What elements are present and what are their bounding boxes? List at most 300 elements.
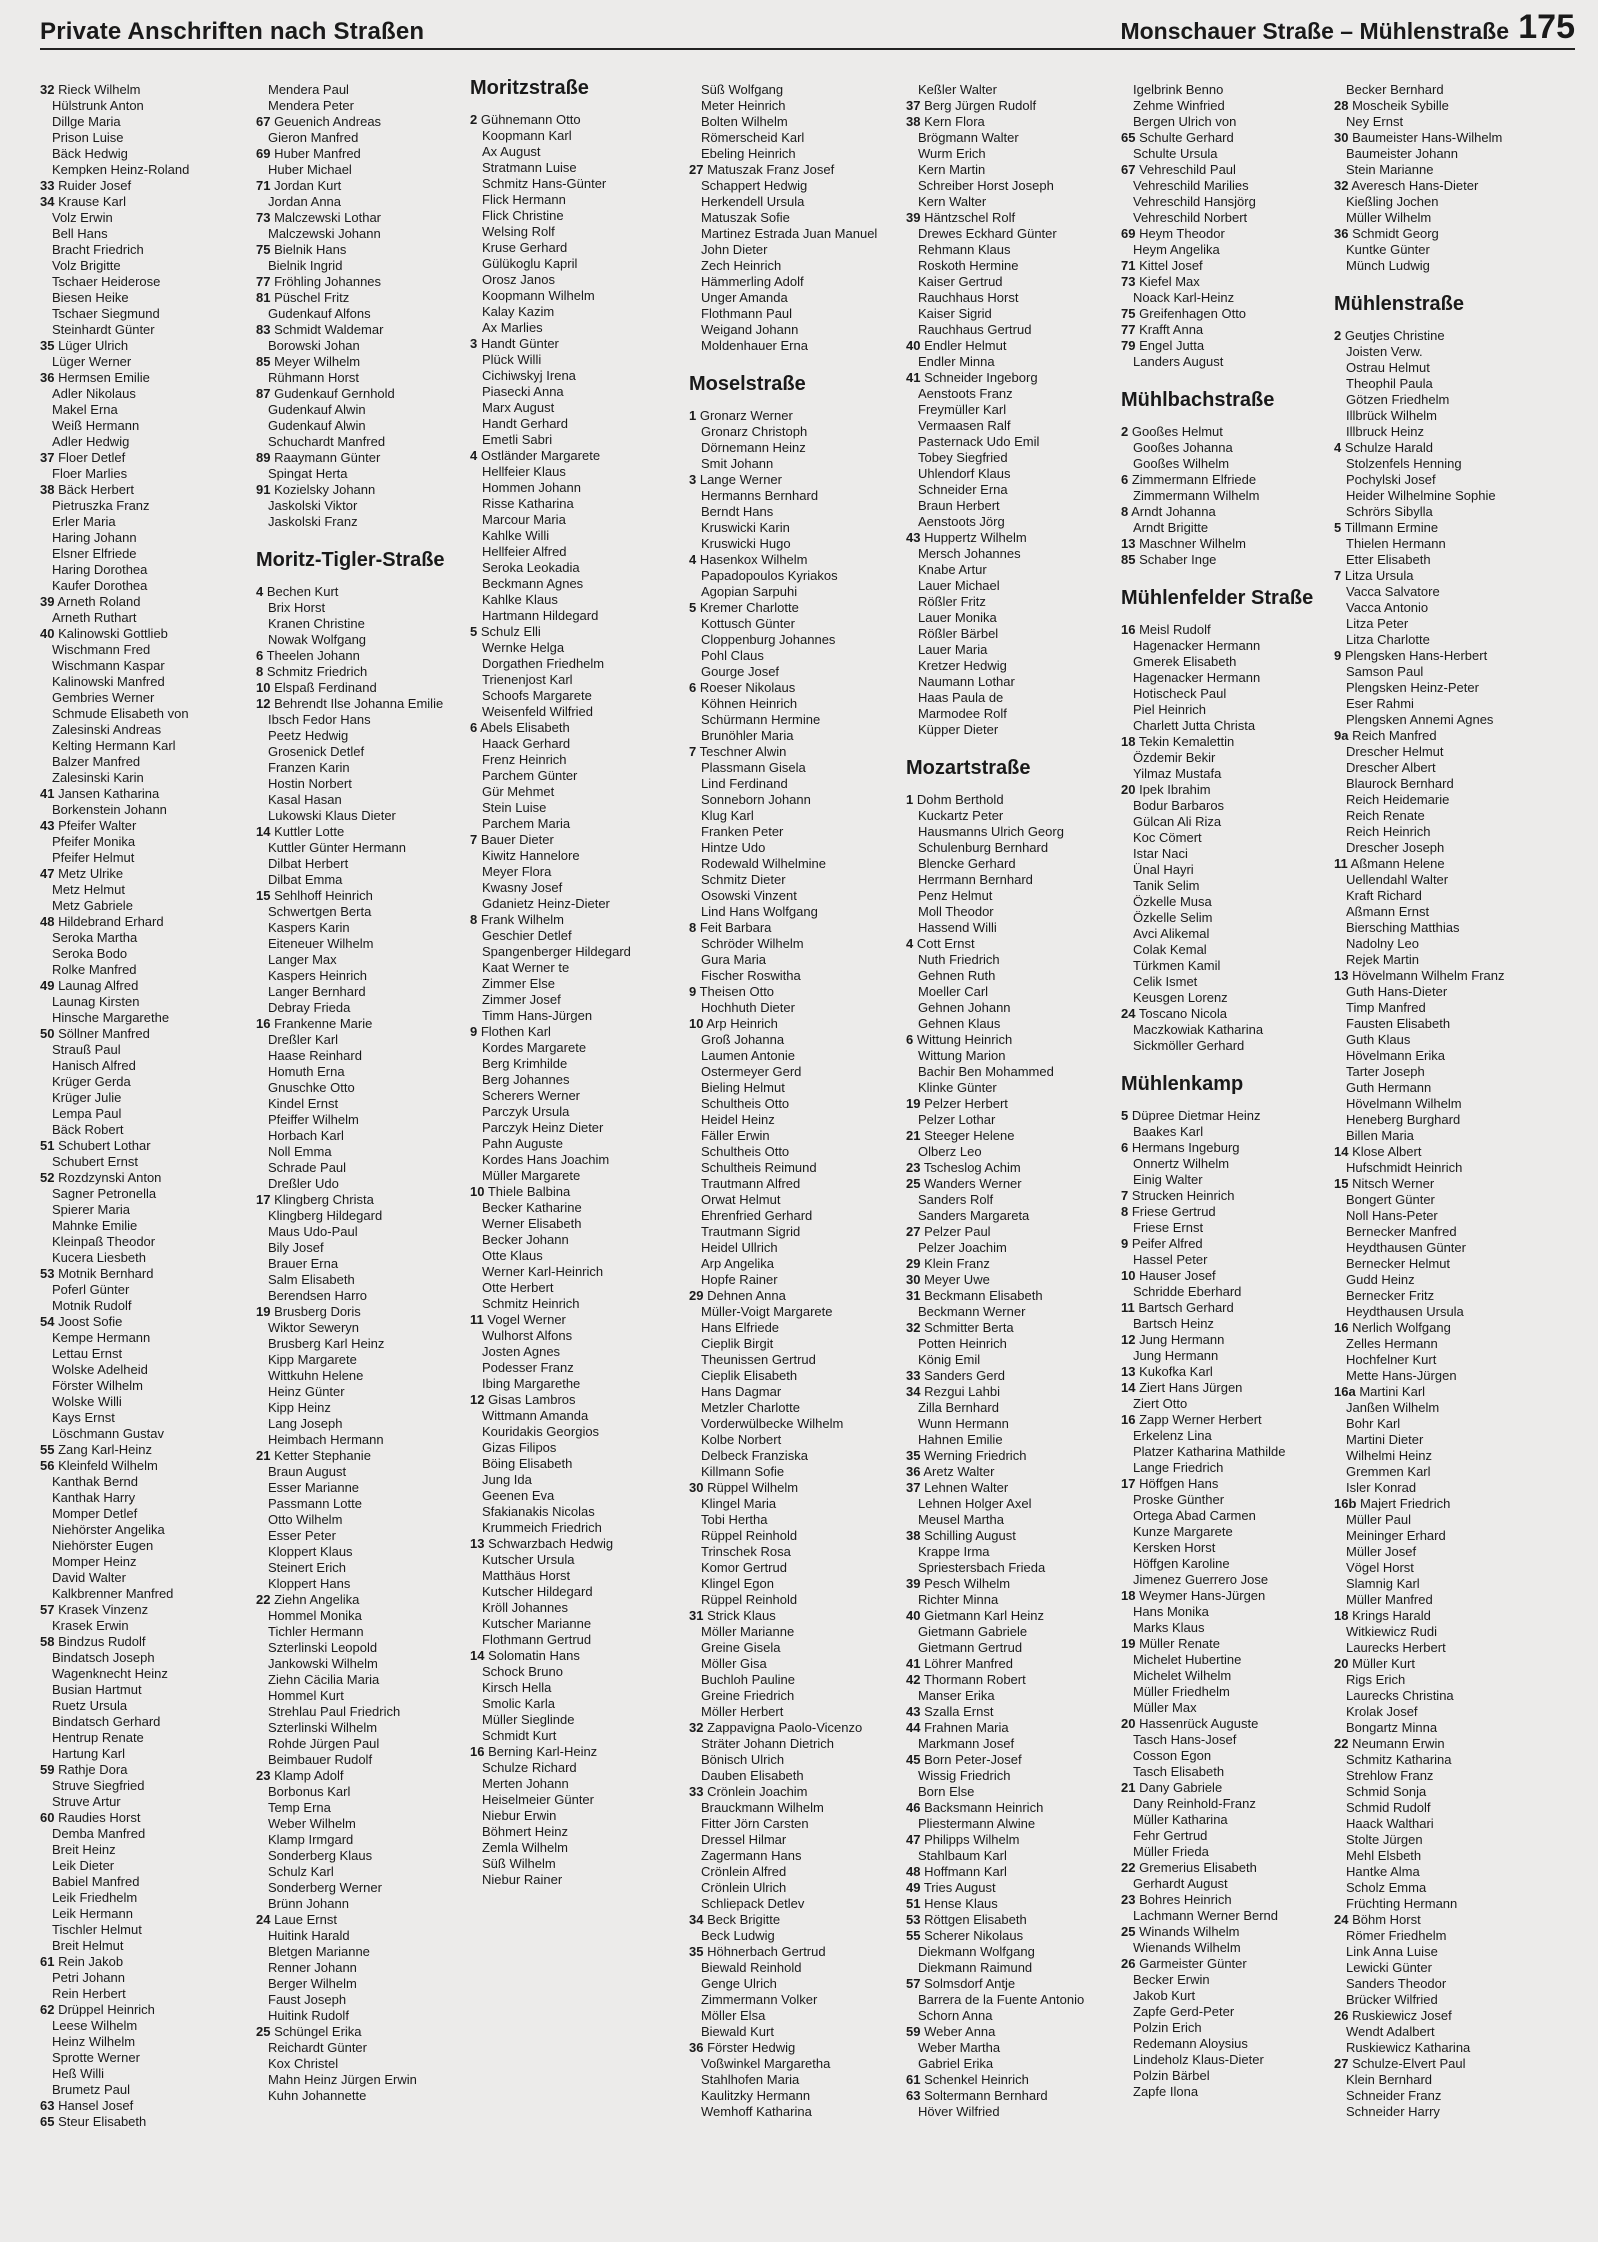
resident-entry: Schmude Elisabeth von [52, 706, 189, 721]
resident-entry: Isler Konrad [1346, 1480, 1417, 1495]
resident-entry: Cloppenburg Johannes [701, 632, 836, 647]
house-number: 4 [689, 552, 697, 567]
resident-entry: Tasch Elisabeth [1133, 1764, 1225, 1779]
resident-entry: 53 Röttgen Elisabeth [906, 1912, 1027, 1927]
resident-entry: Kolbe Norbert [701, 1432, 782, 1447]
house-number: 5 [470, 624, 478, 639]
resident-entry: Schmitz Heinrich [482, 1296, 580, 1311]
resident-entry: Strehlau Paul Friedrich [268, 1704, 401, 1719]
resident-entry: Kunze Margarete [1133, 1524, 1233, 1539]
resident-entry: 31 Strick Klaus [689, 1608, 776, 1623]
house-number: 20 [1334, 1656, 1349, 1671]
resident-entry: 2 Gühnemann Otto [470, 112, 581, 127]
resident-entry: Schmitz Hans-Günter [482, 176, 607, 191]
resident-entry: 30 Meyer Uwe [906, 1272, 990, 1287]
resident-entry: Koopmann Karl [482, 128, 572, 143]
resident-entry: Drescher Helmut [1346, 744, 1444, 759]
resident-entry: Heinz Wilhelm [52, 2034, 136, 2049]
resident-entry: 59 Weber Anna [906, 2024, 996, 2039]
resident-entry: Vermaasen Ralf [918, 418, 1011, 433]
resident-entry: Floer Marlies [52, 466, 128, 481]
resident-entry: Hopfe Rainer [701, 1272, 778, 1287]
resident-entry: Tschaer Heiderose [52, 274, 161, 289]
house-number: 37 [906, 98, 921, 113]
resident-entry: Billen Maria [1346, 1128, 1414, 1143]
resident-entry: Lang Joseph [268, 1416, 343, 1431]
resident-entry: Hochfelner Kurt [1346, 1352, 1437, 1367]
resident-entry: Kuttler Günter Hermann [268, 840, 407, 855]
house-number: 25 [1121, 1924, 1136, 1939]
resident-entry: Cosson Egon [1133, 1748, 1212, 1763]
resident-entry: Dressel Hilmar [701, 1832, 787, 1847]
resident-entry: 27 Pelzer Paul [906, 1224, 991, 1239]
house-number: 40 [906, 1608, 921, 1623]
house-number: 7 [689, 744, 697, 759]
resident-entry: Vehreschild Hansjörg [1133, 194, 1256, 209]
resident-entry: 28 Moscheik Sybille [1334, 98, 1449, 113]
resident-entry: 9 Theisen Otto [689, 984, 775, 999]
street-heading: Mühlbachstraße [1121, 389, 1275, 411]
resident-entry: 71 Kittel Josef [1121, 258, 1203, 273]
resident-entry: 15 Sehlhoff Heinrich [256, 888, 373, 903]
resident-entry: Borbonus Karl [268, 1784, 351, 1799]
resident-entry: Landers August [1133, 354, 1224, 369]
resident-entry: Kaiser Sigrid [918, 306, 992, 321]
resident-entry: Brögmann Walter [918, 130, 1019, 145]
house-number: 23 [1121, 1892, 1136, 1907]
resident-entry: David Walter [52, 1570, 126, 1585]
resident-entry: Struve Artur [52, 1794, 121, 1809]
resident-entry: Welsing Rolf [482, 224, 555, 239]
resident-entry: 4 Bechen Kurt [256, 584, 339, 599]
house-number: 17 [256, 1192, 271, 1207]
resident-entry: Schulz Karl [268, 1864, 334, 1879]
resident-entry: 24 Böhm Horst [1334, 1912, 1421, 1927]
house-number: 44 [906, 1720, 921, 1735]
resident-entry: Martinez Estrada Juan Manuel [701, 226, 878, 241]
resident-entry: 27 Schulze-Elvert Paul [1334, 2056, 1466, 2071]
resident-entry: Schröder Wilhelm [701, 936, 804, 951]
resident-entry: Tobey Siegfried [918, 450, 1008, 465]
resident-entry: Gdanietz Heinz-Dieter [482, 896, 610, 911]
resident-entry: Leik Dieter [52, 1858, 115, 1873]
resident-entry: Franzen Karin [268, 760, 350, 775]
resident-entry: Merten Johann [482, 1776, 569, 1791]
house-number: 34 [689, 1912, 704, 1927]
resident-entry: Rößler Bärbel [918, 626, 999, 641]
resident-entry: Knabe Artur [918, 562, 987, 577]
resident-entry: Celik Ismet [1133, 974, 1198, 989]
resident-entry: Kutscher Ursula [482, 1552, 575, 1567]
resident-entry: Faust Joseph [268, 1992, 347, 2007]
resident-entry: Parchem Günter [482, 768, 578, 783]
resident-entry: Böhmert Heinz [482, 1824, 568, 1839]
resident-entry: Dany Reinhold-Franz [1133, 1796, 1256, 1811]
house-number: 19 [1121, 1636, 1136, 1651]
resident-entry: 21 Dany Gabriele [1121, 1780, 1223, 1795]
resident-entry: 34 Beck Brigitte [689, 1912, 781, 1927]
resident-entry: Süß Wilhelm [482, 1856, 556, 1871]
resident-entry: 43 Szalla Ernst [906, 1704, 994, 1719]
resident-entry: Ebeling Heinrich [701, 146, 796, 161]
resident-entry: Tanik Selim [1133, 878, 1200, 893]
resident-entry: 87 Gudenkauf Gernhold [256, 386, 395, 401]
resident-entry: Wolske Adelheid [52, 1362, 148, 1377]
resident-entry: Igelbrink Benno [1133, 82, 1224, 97]
resident-entry: Hahnen Emilie [918, 1432, 1003, 1447]
resident-entry: Sickmöller Gerhard [1133, 1038, 1245, 1053]
resident-entry: Flick Christine [482, 208, 564, 223]
resident-entry: Gembries Werner [52, 690, 155, 705]
resident-entry: Hommen Johann [482, 480, 581, 495]
resident-entry: Hassel Peter [1133, 1252, 1208, 1267]
resident-entry: 24 Laue Ernst [256, 1912, 337, 1927]
resident-entry: Klingel Egon [701, 1576, 774, 1591]
resident-entry: Herrmann Bernhard [918, 872, 1033, 887]
resident-entry: Hövelmann Erika [1346, 1048, 1445, 1063]
resident-entry: Mette Hans-Jürgen [1346, 1368, 1457, 1383]
resident-entry: 85 Meyer Wilhelm [256, 354, 361, 369]
resident-entry: Sträter Johann Dietrich [701, 1736, 834, 1751]
resident-entry: Weber Martha [918, 2040, 1001, 2055]
resident-entry: 2 Gooßes Helmut [1121, 424, 1223, 439]
resident-entry: 36 Aretz Walter [906, 1464, 995, 1479]
resident-entry: Arp Angelika [701, 1256, 774, 1271]
resident-entry: 23 Bohres Heinrich [1121, 1892, 1232, 1907]
resident-entry: Strauß Paul [52, 1042, 121, 1057]
resident-entry: Renner Johann [268, 1960, 357, 1975]
resident-entry: Dauben Elisabeth [701, 1768, 804, 1783]
resident-entry: Klamp Irmgard [268, 1832, 354, 1847]
resident-entry: Hassend Willi [918, 920, 997, 935]
resident-entry: Wemhoff Katharina [701, 2104, 812, 2119]
resident-entry: 35 Lüger Ulrich [40, 338, 129, 353]
resident-entry: Zemla Wilhelm [482, 1840, 568, 1855]
resident-entry: Momper Heinz [52, 1554, 137, 1569]
resident-entry: Berg Johannes [482, 1072, 570, 1087]
resident-entry: Michelet Hubertine [1133, 1652, 1242, 1667]
resident-entry: 16 Meisl Rudolf [1121, 622, 1211, 637]
resident-entry: Otto Wilhelm [268, 1512, 343, 1527]
resident-entry: Szterlinski Leopold [268, 1640, 378, 1655]
resident-entry: Franken Peter [701, 824, 784, 839]
resident-entry: 57 Krasek Vinzenz [40, 1602, 149, 1617]
resident-entry: 29 Dehnen Anna [689, 1288, 786, 1303]
resident-entry: Plengsken Annemi Agnes [1346, 712, 1494, 727]
resident-entry: Agopian Sarpuhi [701, 584, 798, 599]
resident-entry: Brusberg Karl Heinz [268, 1336, 385, 1351]
resident-entry: Früchting Hermann [1346, 1896, 1458, 1911]
resident-entry: Zalesinski Andreas [52, 722, 162, 737]
resident-entry: 46 Backsmann Heinrich [906, 1800, 1044, 1815]
resident-entry: Koc Cömert [1133, 830, 1202, 845]
resident-entry: Ibing Margarethe [482, 1376, 581, 1391]
resident-entry: 5 Düpree Dietmar Heinz [1121, 1108, 1261, 1123]
resident-entry: Müller Max [1133, 1700, 1197, 1715]
resident-entry: Haas Paula de [918, 690, 1004, 705]
resident-entry: Schoofs Margarete [482, 688, 592, 703]
resident-entry: Tischler Helmut [52, 1922, 142, 1937]
house-number: 41 [40, 786, 55, 801]
resident-entry: Herkendell Ursula [701, 194, 805, 209]
resident-entry: Koopmann Wilhelm [482, 288, 595, 303]
resident-entry: Zech Heinrich [701, 258, 782, 273]
resident-entry: 22 Gremerius Elisabeth [1121, 1860, 1257, 1875]
resident-entry: Bönisch Ulrich [701, 1752, 785, 1767]
house-number: 12 [256, 696, 271, 711]
house-number: 3 [689, 472, 697, 487]
resident-entry: 38 Bäck Herbert [40, 482, 134, 497]
resident-entry: Bernecker Manfred [1346, 1224, 1457, 1239]
resident-entry: Borkenstein Johann [52, 802, 167, 817]
resident-entry: Schultheis Reimund [701, 1160, 817, 1175]
house-number: 37 [40, 450, 55, 465]
resident-entry: Schwertgen Berta [268, 904, 372, 919]
resident-entry: 77 Fröhling Johannes [256, 274, 382, 289]
resident-entry: Wittkuhn Helene [268, 1368, 364, 1383]
resident-entry: 53 Motnik Bernhard [40, 1266, 154, 1281]
resident-entry: Becker Johann [482, 1232, 569, 1247]
resident-entry: Gür Mehmet [482, 784, 555, 799]
resident-entry: Schorn Anna [918, 2008, 993, 2023]
resident-entry: 11 Bartsch Gerhard [1121, 1300, 1234, 1315]
house-number: 5 [689, 600, 697, 615]
resident-entry: Josten Agnes [482, 1344, 561, 1359]
resident-entry: Bergen Ulrich von [1133, 114, 1237, 129]
resident-entry: Heydthausen Günter [1346, 1240, 1466, 1255]
house-number: 53 [40, 1266, 55, 1281]
resident-entry: Slamnig Karl [1346, 1576, 1420, 1591]
house-number: 54 [40, 1314, 55, 1329]
resident-entry: Pohl Claus [701, 648, 764, 663]
resident-entry: 34 Krause Karl [40, 194, 127, 209]
house-number: 69 [1121, 226, 1136, 241]
house-number: 9 [470, 1024, 478, 1039]
resident-entry: Etter Elisabeth [1346, 552, 1431, 567]
house-number: 15 [1334, 1176, 1349, 1191]
resident-entry: Schliepack Detlev [701, 1896, 805, 1911]
resident-entry: Erkelenz Lina [1133, 1428, 1212, 1443]
resident-entry: Gudd Heinz [1346, 1272, 1415, 1287]
resident-entry: Özdemir Bekir [1133, 750, 1216, 765]
resident-entry: Kirsch Hella [482, 1680, 552, 1695]
resident-entry: Ostermeyer Gerd [701, 1064, 802, 1079]
resident-entry: Colak Kemal [1133, 942, 1207, 957]
resident-entry: 2 Geutjes Christine [1334, 328, 1445, 343]
house-number: 12 [1121, 1332, 1136, 1347]
house-number: 51 [906, 1896, 921, 1911]
resident-entry: Wolske Willi [52, 1394, 122, 1409]
column-2 [256, 82, 461, 2104]
resident-entry: Kasal Hasan [268, 792, 342, 807]
house-number: 77 [1121, 322, 1136, 337]
resident-entry: Guth Hans-Dieter [1346, 984, 1448, 999]
resident-entry: Lauer Michael [918, 578, 1000, 593]
resident-entry: Fausten Elisabeth [1346, 1016, 1451, 1031]
house-number: 27 [1334, 2056, 1349, 2071]
house-number: 36 [689, 2040, 704, 2055]
resident-entry: Brauer Erna [268, 1256, 339, 1271]
house-number: 16 [256, 1016, 271, 1031]
resident-entry: 7 Teschner Alwin [689, 744, 787, 759]
resident-entry: Mendera Peter [268, 98, 354, 113]
resident-entry: Redemann Aloysius [1133, 2036, 1248, 2051]
resident-entry: Müller-Voigt Margarete [701, 1304, 833, 1319]
resident-entry: Langer Bernhard [268, 984, 366, 999]
resident-entry: Kaulitzky Hermann [701, 2088, 811, 2103]
resident-entry: 16 Zapp Werner Herbert [1121, 1412, 1262, 1427]
resident-entry: Zagermann Hans [701, 1848, 802, 1863]
resident-entry: Diekmann Raimund [918, 1960, 1033, 1975]
resident-entry: Heydthausen Ursula [1346, 1304, 1464, 1319]
house-number: 35 [689, 1944, 704, 1959]
house-number: 85 [256, 354, 271, 369]
resident-entry: Stolzenfels Henning [1346, 456, 1462, 471]
resident-entry: Hans Dagmar [701, 1384, 782, 1399]
resident-entry: Wilhelmi Heinz [1346, 1448, 1432, 1463]
resident-entry: Müller Manfred [1346, 1592, 1433, 1607]
resident-entry: Parczyk Ursula [482, 1104, 570, 1119]
resident-entry: Rüppel Reinhold [701, 1592, 798, 1607]
resident-entry: Hufschmidt Heinrich [1346, 1160, 1463, 1175]
resident-entry: Schulte Ursula [1133, 146, 1218, 161]
house-number: 15 [256, 888, 271, 903]
resident-entry: 36 Schmidt Georg [1334, 226, 1439, 241]
resident-entry: Leese Wilhelm [52, 2018, 138, 2033]
house-number: 26 [1121, 1956, 1136, 1971]
resident-entry: 13 Hövelmann Wilhelm Franz [1334, 968, 1505, 983]
resident-entry: Krummeich Friedrich [482, 1520, 602, 1535]
resident-entry: Ibsch Fedor Hans [268, 712, 371, 727]
resident-entry: Kloppert Hans [268, 1576, 351, 1591]
resident-entry: Launag Kirsten [52, 994, 140, 1009]
house-number: 30 [906, 1272, 921, 1287]
resident-entry: Trautmann Sigrid [701, 1224, 801, 1239]
resident-entry: Pietruszka Franz [52, 498, 150, 513]
resident-entry: Kersken Horst [1133, 1540, 1216, 1555]
resident-entry: Borowski Johan [268, 338, 360, 353]
resident-entry: Beck Ludwig [701, 1928, 775, 1943]
house-number: 35 [40, 338, 55, 353]
resident-entry: Seroka Leokadia [482, 560, 580, 575]
resident-entry: Esser Peter [268, 1528, 336, 1543]
resident-entry: Hämmerling Adolf [701, 274, 804, 289]
resident-entry: 89 Raaymann Günter [256, 450, 381, 465]
resident-entry: Kutscher Hildegard [482, 1584, 593, 1599]
resident-entry: Orwat Helmut [701, 1192, 781, 1207]
resident-entry: 50 Söllner Manfred [40, 1026, 150, 1041]
resident-entry: Ruetz Ursula [52, 1698, 128, 1713]
house-number: 13 [1121, 1364, 1136, 1379]
resident-entry: Ziehn Cäcilia Maria [268, 1672, 380, 1687]
resident-entry: Trienenjost Karl [482, 672, 573, 687]
house-number: 55 [906, 1928, 921, 1943]
resident-entry: Gizas Filipos [482, 1440, 557, 1455]
resident-entry: Hantke Alma [1346, 1864, 1420, 1879]
resident-entry: Link Anna Luise [1346, 1944, 1438, 1959]
resident-entry: 5 Schulz Elli [470, 624, 541, 639]
resident-entry: 16 Nerlich Wolfgang [1334, 1320, 1451, 1335]
resident-entry: Wittung Marion [918, 1048, 1006, 1063]
resident-entry: Trinschek Rosa [701, 1544, 791, 1559]
house-number: 56 [40, 1458, 55, 1473]
house-number: 21 [256, 1448, 271, 1463]
resident-entry: Reich Heidemarie [1346, 792, 1450, 807]
resident-entry: Mehl Elsbeth [1346, 1848, 1422, 1863]
resident-entry: 20 Ipek Ibrahim [1121, 782, 1211, 797]
resident-entry: 8 Friese Gertrud [1121, 1204, 1216, 1219]
resident-entry: 48 Hildebrand Erhard [40, 914, 164, 929]
house-number: 33 [906, 1368, 921, 1383]
resident-entry: Mahnke Emilie [52, 1218, 138, 1233]
resident-entry: 38 Kern Flora [906, 114, 985, 129]
resident-entry: Pelzer Lothar [918, 1112, 996, 1127]
resident-entry: 55 Scherer Nikolaus [906, 1928, 1024, 1943]
house-number: 4 [256, 584, 264, 599]
resident-entry: 75 Bielnik Hans [256, 242, 347, 257]
page-header [40, 6, 1575, 50]
house-number: 41 [906, 370, 921, 385]
resident-entry: Hotischeck Paul [1133, 686, 1227, 701]
resident-entry: 27 Matuszak Franz Josef [689, 162, 835, 177]
resident-entry: 16a Martini Karl [1334, 1384, 1426, 1399]
resident-entry: Brünn Johann [268, 1896, 349, 1911]
resident-entry: 69 Huber Manfred [256, 146, 361, 161]
resident-entry: Otte Klaus [482, 1248, 543, 1263]
house-number: 87 [256, 386, 271, 401]
resident-entry: 7 Strucken Heinrich [1121, 1188, 1235, 1203]
house-number: 24 [1121, 1006, 1136, 1021]
resident-entry: Müller Sieglinde [482, 1712, 575, 1727]
resident-entry: Schock Bruno [482, 1664, 563, 1679]
resident-entry: Brix Horst [268, 600, 326, 615]
house-number: 13 [1334, 968, 1349, 983]
resident-entry: Osowski Vinzent [701, 888, 797, 903]
resident-entry: Özkelle Musa [1133, 894, 1212, 909]
resident-entry: 5 Kremer Charlotte [689, 600, 799, 615]
resident-entry: Heinz Günter [268, 1384, 345, 1399]
resident-entry: Ax Marlies [482, 320, 543, 335]
resident-entry: Hellfeier Klaus [482, 464, 566, 479]
resident-entry: Kaspers Karin [268, 920, 350, 935]
house-number: 89 [256, 450, 271, 465]
resident-entry: Jaskolski Viktor [268, 498, 358, 513]
resident-entry: 69 Heym Theodor [1121, 226, 1225, 241]
resident-entry: 12 Gisas Lambros [470, 1392, 576, 1407]
resident-entry: 5 Tillmann Ermine [1334, 520, 1439, 535]
house-number: 52 [40, 1170, 55, 1185]
resident-entry: Piel Heinrich [1133, 702, 1206, 717]
resident-entry: Kaat Werner te [482, 960, 570, 975]
resident-entry: 63 Hansel Josef [40, 2098, 134, 2113]
resident-entry: Rohde Jürgen Paul [268, 1736, 380, 1751]
house-number: 34 [40, 194, 55, 209]
house-number: 4 [906, 936, 914, 951]
resident-entry: Zimmer Josef [482, 992, 561, 1007]
resident-entry: Pasternack Udo Emil [918, 434, 1040, 449]
resident-entry: 44 Frahnen Maria [906, 1720, 1009, 1735]
resident-entry: Wulhorst Alfons [482, 1328, 573, 1343]
resident-entry: Cichiwskyj Irena [482, 368, 576, 383]
house-number: 16 [1334, 1320, 1349, 1335]
house-number: 38 [906, 1528, 921, 1543]
street-heading: Mühlenfelder Straße [1121, 587, 1314, 609]
resident-entry: Haase Reinhard [268, 1048, 362, 1063]
house-number: 6 [1121, 1140, 1129, 1155]
resident-entry: Voßwinkel Margaretha [701, 2056, 831, 2071]
resident-entry: 6 Hermans Ingeburg [1121, 1140, 1240, 1155]
resident-entry: Vorderwülbecke Wilhelm [701, 1416, 844, 1431]
